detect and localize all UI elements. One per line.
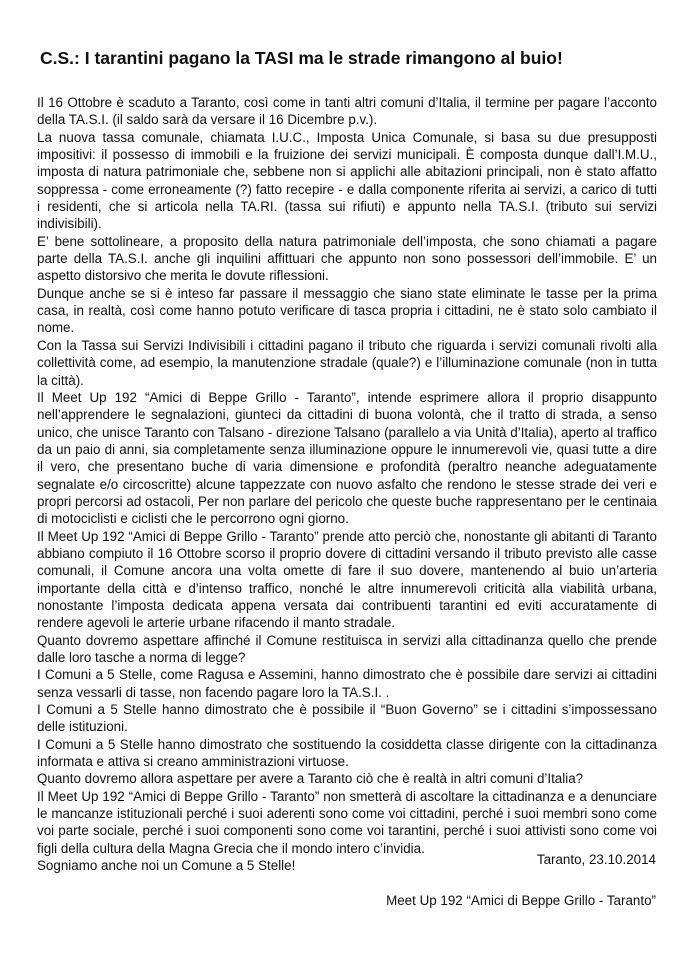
paragraph: La nuova tassa comunale, chiamata I.U.C., Imposta Unica Comunale, si basa su due presupposti impositivi: il possesso di immobili e la fruizione dei servizi municipali. È composta dunque dall’I.M.U., imposta di natura patrimoniale che, sebbene non si applichi alle abitazioni principali, non è stato affatto soppressa - come erroneamente (?) fatto recepire - e dalla componente riferita ai servizi, a carico di tutti i residenti, che si articola nella TA.RI. (tassa sui rifiuti) e appunto nella TA.S.I. (tributo sui servizi indivisibili). <box>37 129 657 232</box>
paragraph: Il Meet Up 192 “Amici di Beppe Grillo - Taranto” non smetterà di ascoltare la cittadinanza e a denunciare le mancanze istituzionali perché i suoi aderenti sono come voi cittadini, perché i suoi membri sono come voi parte sociale, perché i suoi componenti sono come voi tarantini, perché i suoi attivisti sono come voi figli della cultura della Magna Grecia che il mondo intero c’invidia. <box>37 788 657 856</box>
paragraph: I Comuni a 5 Stelle, come Ragusa e Assemini, hanno dimostrato che è possibile dare servizi ai cittadini senza vessarli di tasse, non facendo pagare loro la TA.S.I. . <box>37 667 657 700</box>
paragraph: I Comuni a 5 Stelle hanno dimostrato che sostituendo la cosiddetta classe dirigente con la cittadinanza informata e attiva si creano amministrazioni virtuose. <box>37 736 657 770</box>
paragraph: Il Meet Up 192 “Amici di Beppe Grillo - Taranto”, intende esprimere allora il proprio disappunto nell’apprendere le segnalazioni, giunteci da cittadini di buona volontà, che il tratto di strada, a senso unico, che unisce Taranto con Talsano - direzione Talsano (parallelo a via Unità d’Italia), aperto al traffico da un paio di anni, sia completamente senza illuminazione oppure le innumerevoli vie, quasi tutte a dire il vero, che presentano buche di varia dimensione e profondità (peraltro neanche adeguatamente segnalate e/o circoscritte) alcune tappezzate con nuovo asfalto che rendono le stesse strade dei veri e propri percorsi ad ostacoli, Per non parlare del pericolo che queste buche rappresentano per le centinaia di motociclisti e ciclisti che le percorrono ogni giorno. <box>37 389 657 527</box>
document-title: C.S.: I tarantini pagano la TASI ma le strade rimangono al buio! <box>40 48 563 68</box>
document-body <box>37 94 657 874</box>
paragraph: Il 16 Ottobre è scaduto a Taranto, così come in tanti altri comuni d’Italia, il termine per pagare l’acconto della TA.S.I. (il saldo sarà da versare il 16 Dicembre p.v.). <box>37 95 657 128</box>
signature: Meet Up 192 “Amici di Beppe Grillo - Taranto” <box>386 893 656 908</box>
paragraph: E’ bene sottolineare, a proposito della natura patrimoniale dell’imposta, che sono chiamati a pagare parte della TA.S.I. anche gli inquilini affittuari che appunto non sono possessori dell’immobile. E’ un aspetto distorsivo che merita le dovute riflessioni. <box>37 233 657 284</box>
paragraph: Quanto dovremo aspettare affinché il Comune restituisca in servizi alla cittadinanza quello che prende dalle loro tasche a norma di legge? <box>37 632 657 665</box>
paragraph: I Comuni a 5 Stelle hanno dimostrato che è possibile il “Buon Governo” se i cittadini s’impossessano delle istituzioni. <box>37 702 657 735</box>
paragraph: Sogniamo anche noi un Comune a 5 Stelle! <box>37 858 296 874</box>
place-date: Taranto, 23.10.2014 <box>536 852 656 867</box>
paragraph: Il Meet Up 192 “Amici di Beppe Grillo - Taranto” prende atto perciò che, nonostante gli abitanti di Taranto abbiano compiuto il 16 Ottobre scorso il proprio dovere di cittadini versando il tributo previsto alle casse comunali, il Comune ancora una volta omette di fare il suo dovere, mantenendo al buio un’arteria importante della città e d’intenso traffico, nonché le altre innumerevoli criticità alla viabilità urbana, nonostante l’imposta dedicata appena versata dai contribuenti tarantini ed eviti accuratamente di rendere agevoli le arterie urbane rifacendo il manto stradale. <box>37 528 657 631</box>
paragraph: Dunque anche se si è inteso far passare il messaggio che siano state eliminate le tasse per la prima casa, in realtà, così come hanno potuto verificare di tasca propria i cittadini, ne è stato solo cambiato il nome. <box>37 285 657 336</box>
paragraph: Con la Tassa sui Servizi Indivisibili i cittadini pagano il tributo che riguarda i servizi comunali rivolti alla collettività come, ad esempio, la manutenzione stradale (quale?) e l’illuminazione comunale (non in tutta la città). <box>37 337 657 388</box>
paragraph: Quanto dovremo allora aspettare per avere a Taranto ciò che è realtà in altri comuni d’Italia? <box>37 771 584 787</box>
